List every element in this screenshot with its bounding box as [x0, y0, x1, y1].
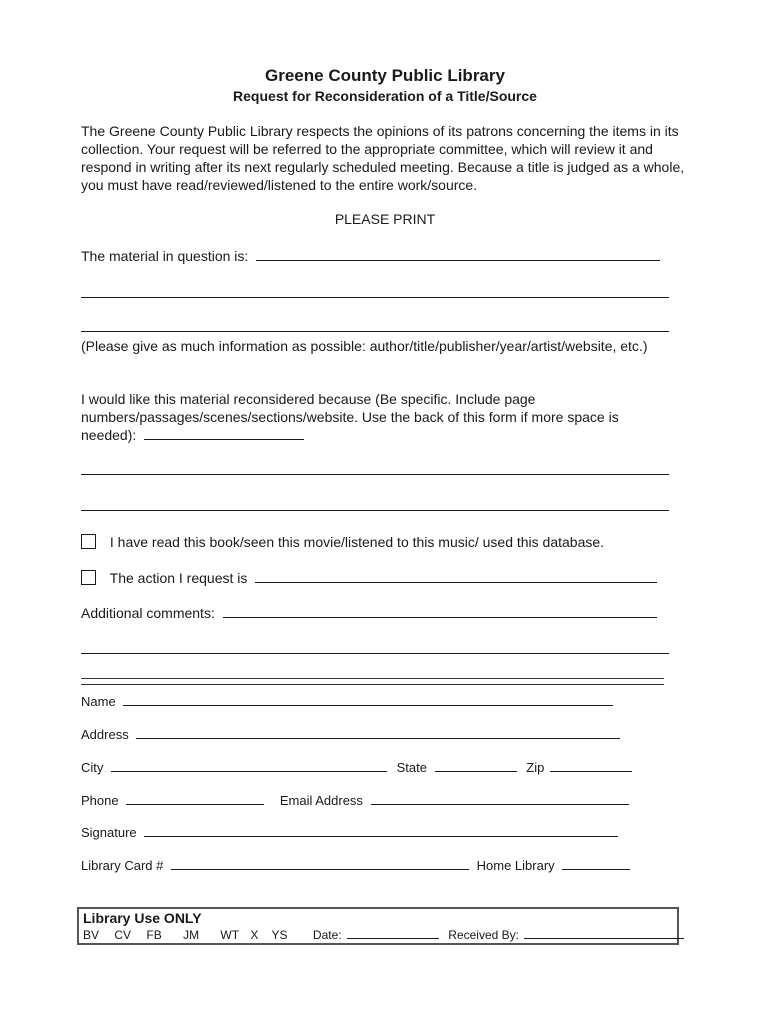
- zip-field[interactable]: [550, 758, 632, 772]
- signature-field[interactable]: [144, 823, 618, 837]
- received-by-field[interactable]: [524, 927, 684, 939]
- name-field[interactable]: [123, 692, 613, 706]
- name-label: Name: [81, 694, 116, 709]
- city-field[interactable]: [111, 758, 387, 772]
- action-checkbox[interactable]: [81, 570, 96, 585]
- material-field[interactable]: [256, 247, 660, 261]
- received-by-label: Received By:: [448, 928, 519, 942]
- phone-field[interactable]: [126, 791, 264, 805]
- reason-block: [81, 390, 671, 444]
- library-title: Greene County Public Library: [265, 66, 505, 85]
- section-divider: [81, 678, 664, 685]
- state-label: State: [396, 760, 427, 775]
- card-field[interactable]: [171, 856, 469, 870]
- comments-row-2: [81, 640, 669, 658]
- code-cv: CV: [114, 928, 132, 942]
- action-check-label: The action I request is: [109, 570, 248, 586]
- date-field[interactable]: [347, 927, 439, 939]
- comments-field[interactable]: [223, 604, 657, 618]
- home-library-field[interactable]: [562, 856, 630, 870]
- home-library-label: Home Library: [476, 858, 555, 873]
- name-row: [81, 692, 613, 710]
- code-wt: WT: [220, 928, 240, 942]
- comments-row: [81, 604, 657, 622]
- reason-row-2: [81, 461, 669, 479]
- intro-paragraph: The Greene County Public Library respects the opinions of its patrons concerning the items in its collection. Your request will be referred to the appropriate committee, which will review it and respond in writing after its next regularly scheduled meeting. Because a title is judged as a whole, you must have read/reviewed/listened to the entire work/source.: [81, 123, 685, 193]
- comments-label: Additional comments:: [81, 605, 215, 621]
- material-row-2: [81, 284, 669, 302]
- material-label: The material in question is:: [81, 248, 249, 264]
- phone-row: [81, 791, 629, 809]
- zip-label: Zip: [526, 760, 545, 775]
- address-field[interactable]: [136, 725, 620, 739]
- phone-label: Phone: [81, 793, 119, 808]
- library-use-codes: [83, 927, 684, 942]
- library-use-title: Library Use ONLY: [83, 910, 202, 926]
- library-use-box: [77, 907, 679, 945]
- state-field[interactable]: [435, 758, 517, 772]
- please-print-label: PLEASE PRINT: [334, 211, 436, 227]
- read-check-label: I have read this book/seen this movie/listened to this music/ used this database.: [109, 534, 605, 550]
- email-label: Email Address: [279, 793, 363, 808]
- city-row: [81, 758, 632, 776]
- material-field-3[interactable]: [81, 318, 669, 332]
- card-label: Library Card #: [81, 858, 164, 873]
- signature-label: Signature: [81, 825, 137, 840]
- address-label: Address: [81, 727, 129, 742]
- material-note: (Please give as much information as possible: author/title/publisher/year/artist/website, etc.): [81, 338, 648, 354]
- material-row-3: [81, 318, 669, 336]
- address-row: [81, 725, 620, 743]
- material-row: [81, 247, 660, 265]
- code-fb: FB: [146, 928, 162, 942]
- reason-field[interactable]: [144, 426, 304, 440]
- read-checkbox[interactable]: [81, 534, 96, 549]
- code-x: X: [250, 928, 259, 942]
- code-jm: JM: [183, 928, 200, 942]
- city-label: City: [81, 760, 104, 775]
- material-field-2[interactable]: [81, 284, 669, 298]
- code-bv: BV: [83, 928, 100, 942]
- reason-row-3: [81, 497, 669, 515]
- signature-row: [81, 823, 618, 841]
- email-field[interactable]: [371, 791, 629, 805]
- reason-text: I would like this material reconsidered because (Be specific. Include page numbers/passages/scenes/sections/website. Use the back of this form if more space is needed):: [81, 391, 619, 443]
- reason-field-3[interactable]: [81, 497, 669, 511]
- form-subtitle: Request for Reconsideration of a Title/Source: [233, 88, 537, 104]
- action-check-row: [81, 569, 657, 587]
- action-field[interactable]: [255, 569, 657, 583]
- comments-field-2[interactable]: [81, 640, 669, 654]
- read-check-row: [81, 533, 604, 551]
- card-row: [81, 856, 630, 874]
- reason-field-2[interactable]: [81, 461, 669, 475]
- code-ys: YS: [271, 928, 288, 942]
- date-label: Date:: [312, 928, 342, 942]
